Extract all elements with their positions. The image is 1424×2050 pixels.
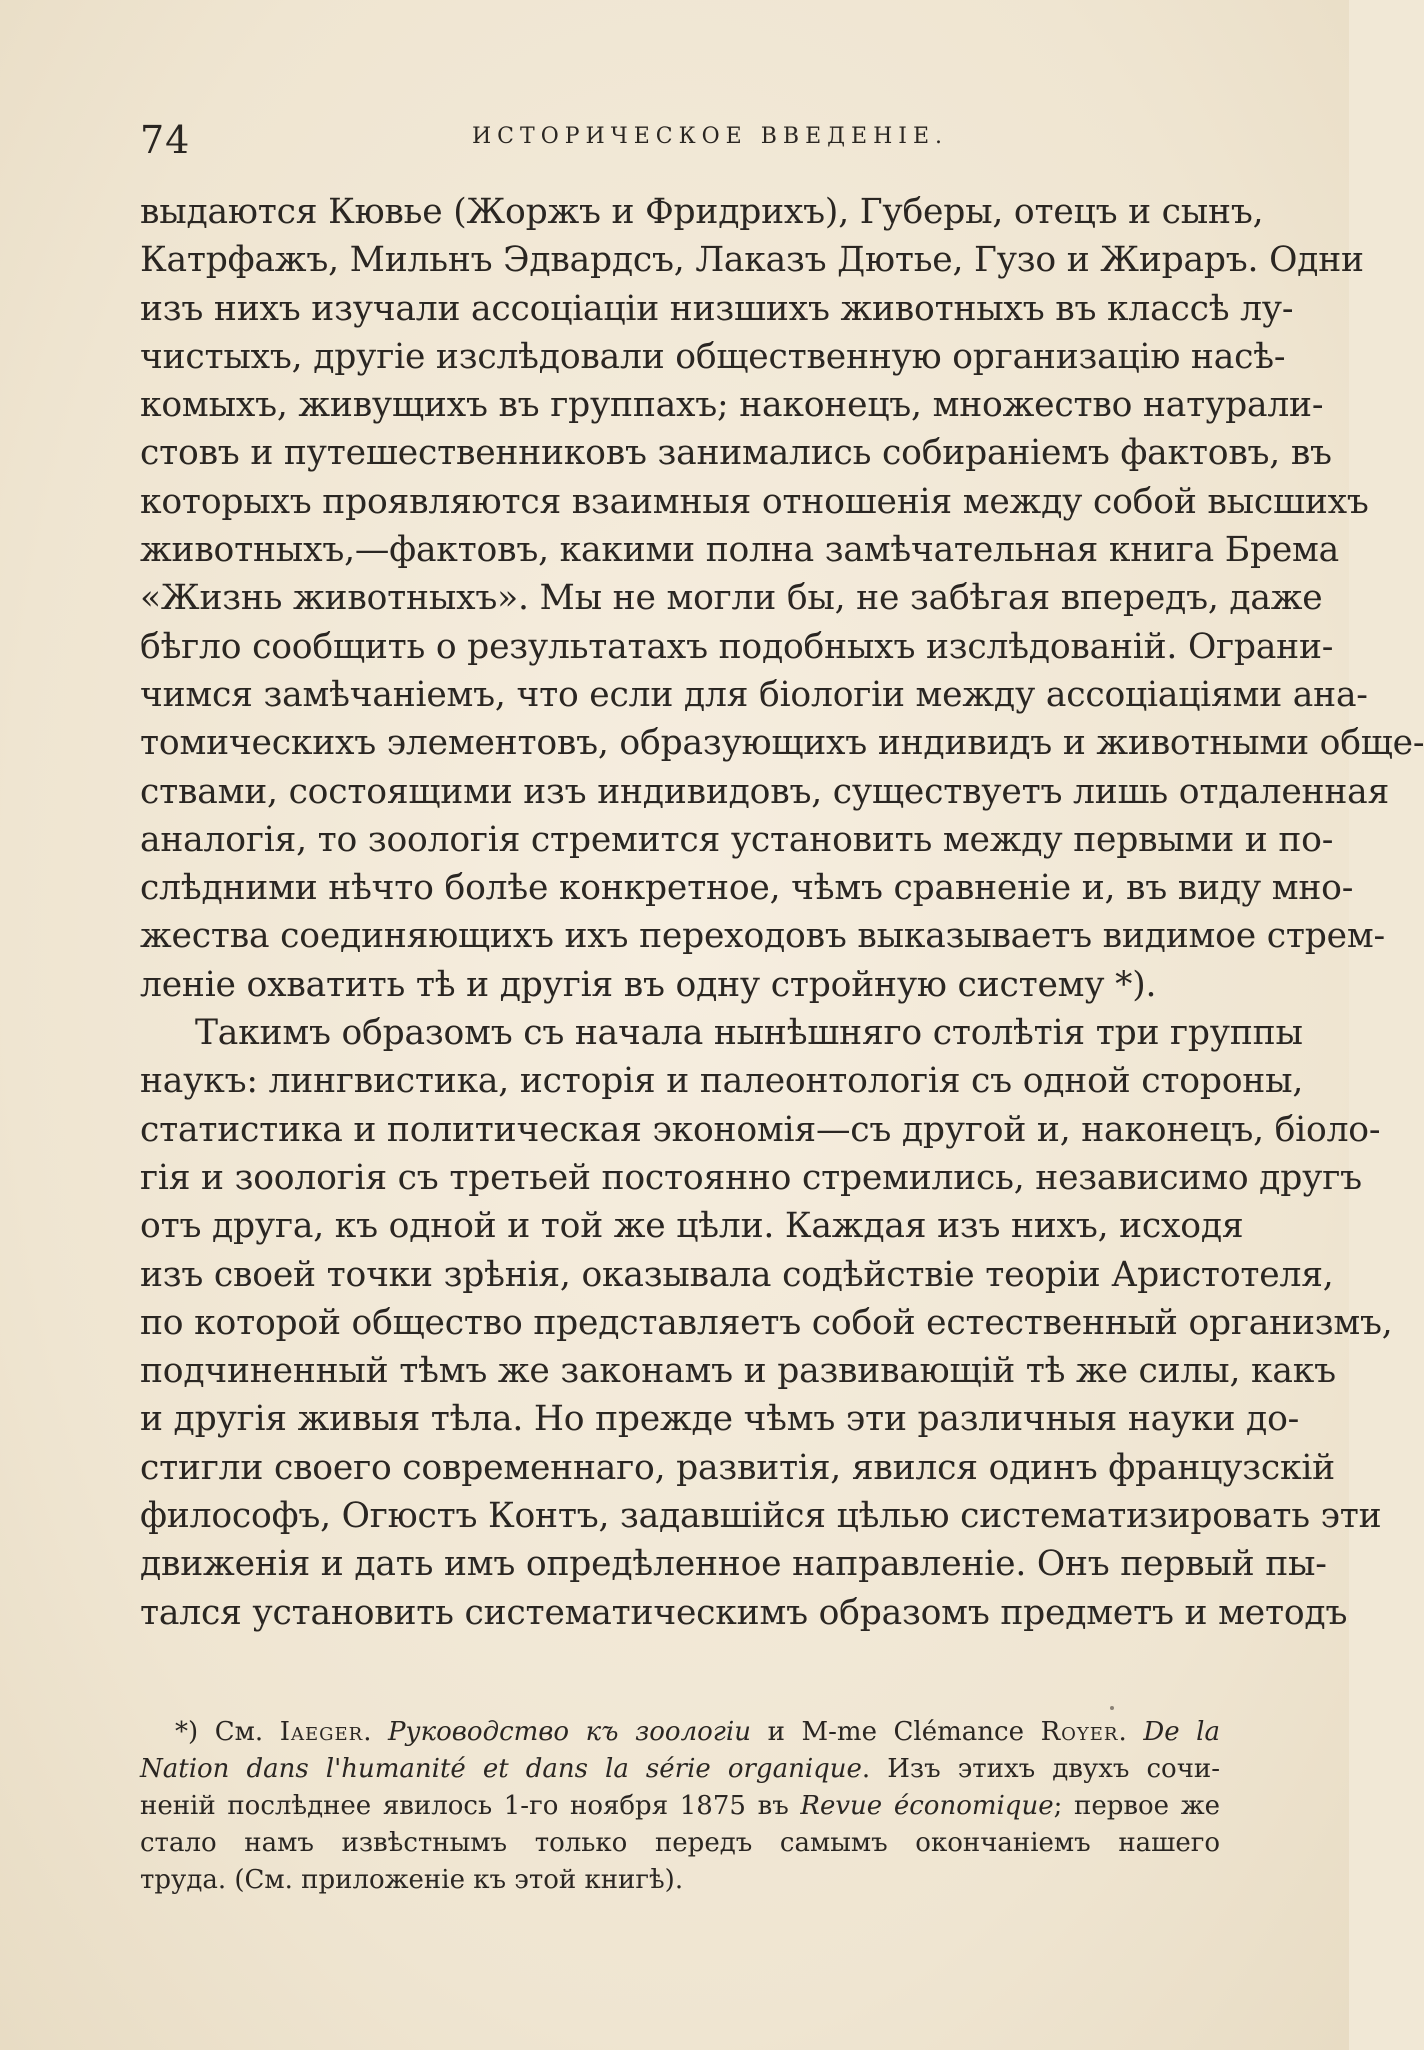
paragraph bbox=[140, 1009, 1393, 1637]
text-line: томическихъ элементовъ, образующихъ индивидъ и животными обще- bbox=[140, 723, 1424, 764]
author-name: Iaeger bbox=[279, 1717, 364, 1747]
book-title: Nation dans l'humanité et dans la série organique bbox=[140, 1754, 862, 1784]
text-line: выдаются Кювье (Жоржъ и Фридрихъ), Губеры, отецъ и сынъ, bbox=[140, 192, 1264, 232]
text-line: жества соединяющихъ ихъ переходовъ выказываетъ видимое стрем- bbox=[140, 916, 1385, 957]
text-line: аналогія, то зоологія стремится установить между первыми и по- bbox=[140, 819, 1334, 860]
author-name: Royer bbox=[1040, 1717, 1119, 1747]
paragraph bbox=[140, 188, 1424, 1009]
text-line: изъ нихъ изучали ассоціаціи низшихъ животныхъ въ классѣ лу- bbox=[140, 288, 1294, 329]
text-line: «Жизнь животныхъ». Мы не могли бы, не забѣгая впередъ, даже bbox=[140, 578, 1323, 619]
text-line: леніе охватить тѣ и другія въ одну стройную систему *). bbox=[140, 964, 1157, 1005]
text-line: которыхъ проявляются взаимныя отношенія между собой высшихъ bbox=[140, 481, 1369, 522]
journal-title: Revue économique bbox=[800, 1791, 1054, 1821]
page-header bbox=[140, 118, 1220, 162]
text-line: чимся замѣчаніемъ, что если для біологіи между ассоціаціями ана- bbox=[140, 674, 1368, 715]
text-line: комыхъ, живущихъ въ группахъ; наконецъ, множество натурали- bbox=[140, 385, 1324, 426]
main-text bbox=[140, 188, 1424, 1637]
text-line: отъ друга, къ одной и той же цѣли. Каждая изъ нихъ, исходя bbox=[140, 1206, 1244, 1247]
footnote-text: и M-me Clémance bbox=[751, 1717, 1041, 1747]
footnote-line bbox=[140, 1751, 1220, 1788]
text-line: наукъ: лингвистика, исторія и палеонтологія съ одной стороны, bbox=[140, 1061, 1304, 1102]
footnote-line bbox=[140, 1788, 1220, 1825]
footnote bbox=[140, 1714, 1220, 1899]
text-line: изъ своей точки зрѣнія, оказывала содѣйствіе теоріи Аристотеля, bbox=[140, 1254, 1334, 1295]
text-line: движенія и дать имъ опредѣленное направленіе. Онъ первый пы- bbox=[140, 1544, 1327, 1585]
footnote-text: . Изъ этихъ двухъ сочи- bbox=[861, 1754, 1220, 1784]
text-line: стигли своего современнаго, развитія, явился одинъ французскій bbox=[140, 1447, 1335, 1488]
text-line: слѣдними нѣчто болѣе конкретное, чѣмъ сравненіе и, въ виду мно- bbox=[140, 868, 1354, 909]
footnote-text: . bbox=[1118, 1717, 1144, 1747]
footnote-line: труда. (См. приложеніе къ этой книгѣ). bbox=[140, 1865, 684, 1895]
text-line: тался установить систематическимъ образомъ предметъ и методъ bbox=[140, 1592, 1348, 1633]
text-line: философъ, Огюстъ Контъ, задавшійся цѣлью систематизировать эти bbox=[140, 1496, 1382, 1537]
footnote-line: стало намъ извѣстнымъ только передъ самымъ окончаніемъ нашего bbox=[140, 1828, 1220, 1858]
footnote-text: ; первое же bbox=[1053, 1791, 1220, 1821]
text-line: Такимъ образомъ съ начала нынѣшняго столѣтія три группы bbox=[195, 1013, 1303, 1054]
footnote-text: неній послѣднее явилось 1-го ноября 1875 въ bbox=[140, 1791, 801, 1821]
page-number: 74 bbox=[140, 118, 191, 162]
text-line: стовъ и путешественниковъ занимались собираніемъ фактовъ, въ bbox=[140, 433, 1332, 474]
text-line: подчиненный тѣмъ же законамъ и развивающій тѣ же силы, какъ bbox=[140, 1351, 1336, 1392]
text-line: ствами, состоящими изъ индивидовъ, существуетъ лишь отдаленная bbox=[140, 771, 1390, 812]
running-title: ИСТОРИЧЕСКОЕ ВВЕДЕНІЕ. bbox=[472, 124, 948, 149]
footnote-line bbox=[140, 1714, 1220, 1751]
book-title: De la bbox=[1143, 1717, 1220, 1747]
text-line: гія и зоологія съ третьей постоянно стремились, независимо другъ bbox=[140, 1157, 1362, 1198]
book-title: Руководство къ зоологіи bbox=[388, 1717, 751, 1747]
footnote-text: . bbox=[363, 1717, 389, 1747]
text-line: животныхъ,—фактовъ, какими полна замѣчательная книга Брема bbox=[140, 530, 1340, 571]
text-line: бѣгло сообщить о результатахъ подобныхъ изслѣдованій. Ограни- bbox=[140, 626, 1334, 667]
text-line: чистыхъ, другіе изслѣдовали общественную организацію насѣ- bbox=[140, 336, 1286, 377]
text-line: и другія живыя тѣла. Но прежде чѣмъ эти различныя науки до- bbox=[140, 1399, 1300, 1440]
footnote-mark-dot bbox=[1110, 1706, 1114, 1710]
text-line: по которой общество представляетъ собой естественный организмъ, bbox=[140, 1302, 1393, 1343]
text-line: статистика и политическая экономія—съ другой и, наконецъ, біоло- bbox=[140, 1109, 1381, 1150]
text-line: Катрфажъ, Мильнъ Эдвардсъ, Лаказъ Дютье, Гузо и Жираръ. Одни bbox=[140, 240, 1364, 281]
footnote-text: *) См. bbox=[175, 1717, 280, 1747]
